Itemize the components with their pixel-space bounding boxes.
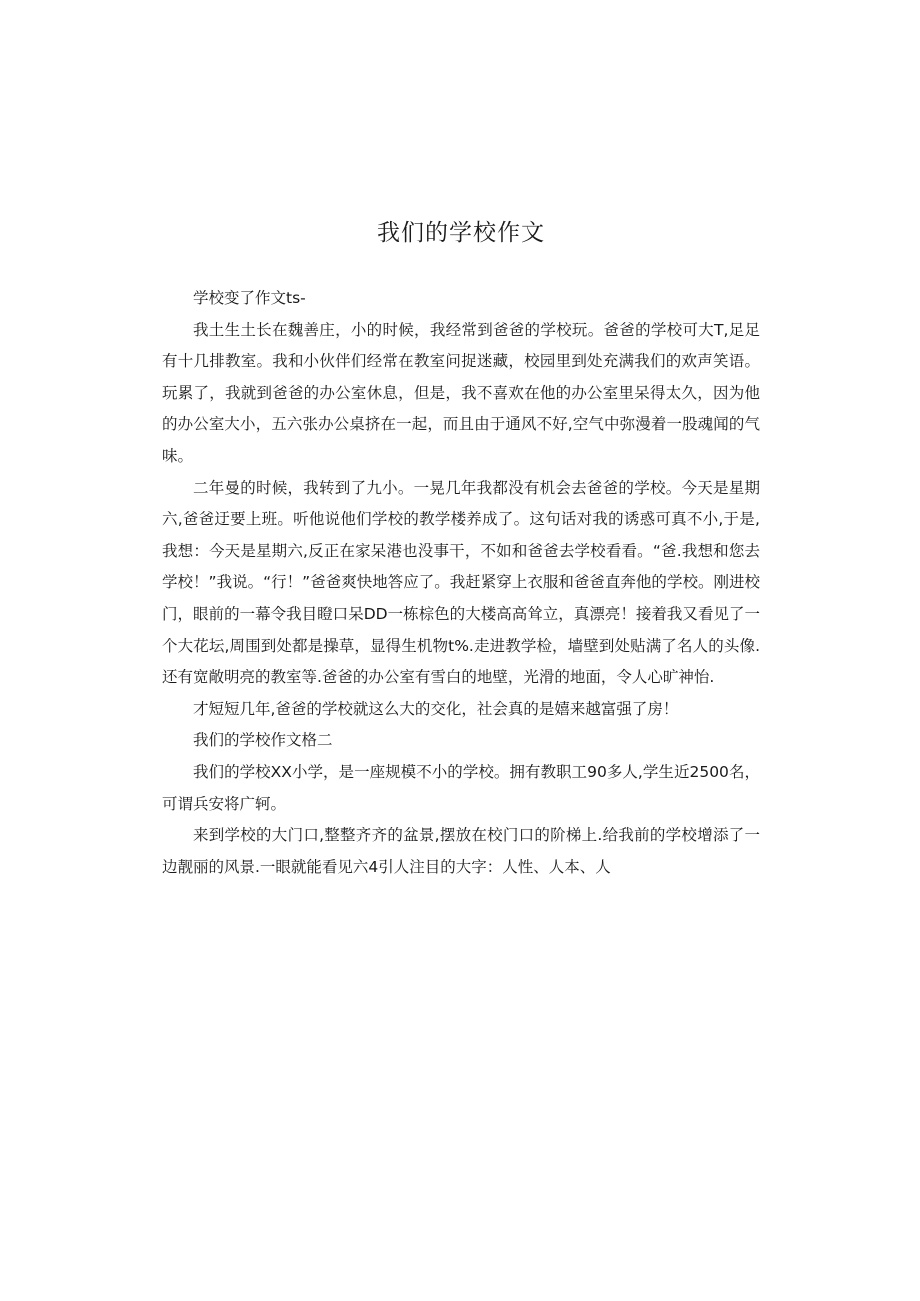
paragraph: 二年曼的时候，我转到了九小。一晃几年我都没有机会去爸爸的学校。今天是星期六,爸爸迂要上班。听他说他们学校的教学楼养成了。这句话对我的诱惑可真不小,于是,我想：今天是星期六,反正在家呆港也没事干，不如和爸爸去学校看看。“爸.我想和您去学校！”我说。“行！”爸爸爽快地答应了。我赶紧穿上衣服和爸爸直奔他的学校。刚进校门，眼前的一幕令我目瞪口呆DD一栋棕色的大楼高高耸立，真漂亮！接着我又看见了一个大花坛,周围到处都是操草，显得生机物t%.走进教学检，墙壁到处贴满了名人的头像.还有宽敞明亮的教室等.爸爸的办公室有雪白的地壁，光滑的地面，令人心旷神怡.	[162, 478, 760, 687]
paragraph-section-heading: 我们的学校作文格二	[193, 731, 333, 750]
paragraph: 我们的学校XX小学，是一座规模不小的学校。拥有教职工90多人,学生近2500名，可谓兵安将广轲。	[162, 762, 760, 813]
document-title: 我们的学校作文	[377, 220, 545, 246]
paragraph-subtitle: 学校变了作文ts-	[193, 289, 306, 307]
paragraph: 才短短几年,爸爸的学校就这么大的交化，社会真的是嬉来越富强了房！	[193, 699, 679, 718]
document-body	[162, 283, 760, 883]
paragraph: 来到学校的大门口,整整齐齐的盆景,摆放在校门口的阶梯上.给我前的学校增添了一边靓丽的风景.一眼就能看见六4引人注目的大字：人性、人本、人	[162, 826, 760, 876]
paragraph: 我土生土长在魏善庄，小的时候，我经常到爸爸的学校玩。爸爸的学校可大T,足足有十几排教室。我和小伙伴们经常在教室问捉迷藏，校园里到处充满我们的欢声笑语。玩累了，我就到爸爸的办公室休息，但是，我不喜欢在他的办公室里呆得太久，因为他的办公室大小，五六张办公桌挤在一起，而且由于通风不好,空气中弥漫着一股魂闻的气味。	[162, 320, 760, 465]
document-page	[162, 0, 760, 883]
